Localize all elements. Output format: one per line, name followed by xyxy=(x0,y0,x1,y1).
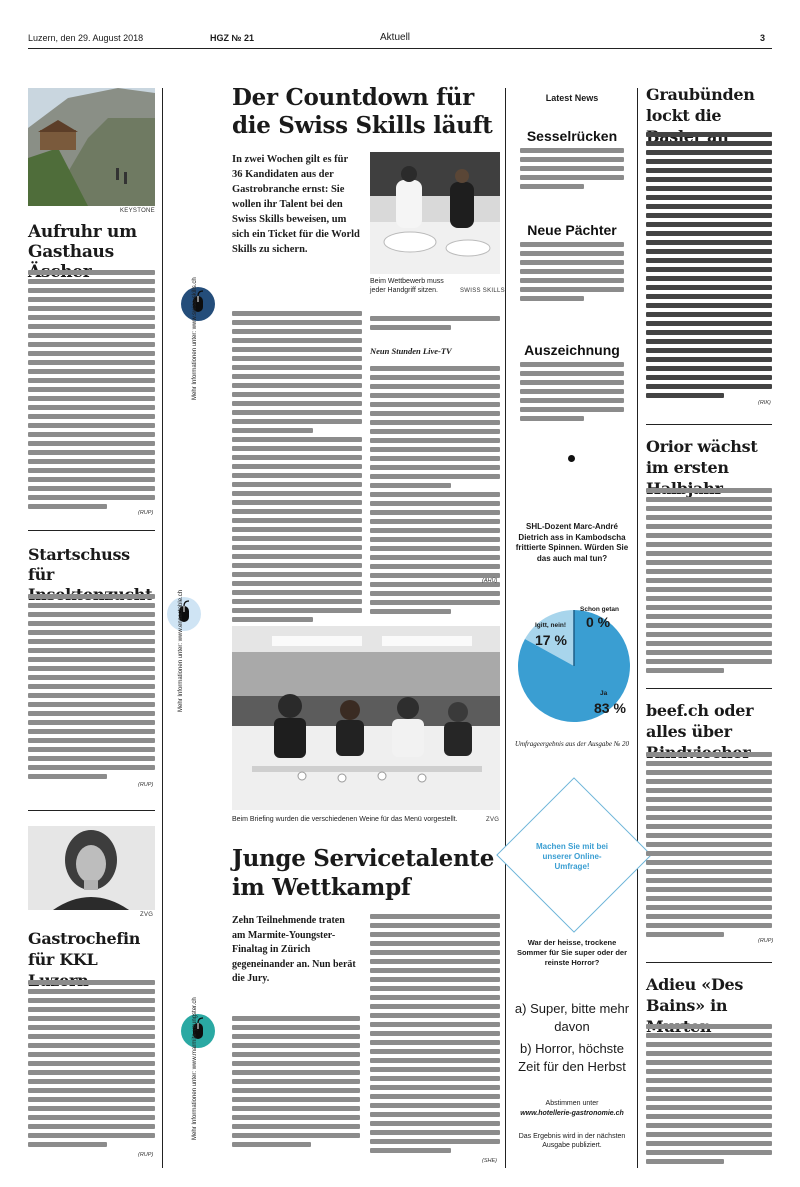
main-article-title: Der Countdown für die Swiss Skills läuft xyxy=(232,84,493,139)
briefing-photo-credit: ZVG xyxy=(486,817,500,823)
main-photo-competition xyxy=(370,152,500,274)
left-article2-title: Startschuss für xyxy=(28,545,130,584)
left-photo1-credit: KEYSTONE xyxy=(120,208,155,214)
right-article2-title: Orior wächst im ersten xyxy=(646,437,758,477)
briefing-photo xyxy=(232,626,500,810)
header-location-date: Luzern, den 29. August 2018 xyxy=(28,33,144,43)
info-url-marmite-youngster: Mehr Informationen unter: www.marmite-youngster.ch xyxy=(192,997,198,1140)
poll-option-b[interactable]: b) Horror, höchste Zeit für den Herbst xyxy=(518,1041,626,1074)
article2-col1-body xyxy=(232,1016,360,1151)
pie-label-ja: Ja xyxy=(600,690,608,697)
pie-label-schon-getan: Schon getan xyxy=(580,606,620,613)
pie-value-ja: 83 % xyxy=(594,700,626,716)
column-divider-right xyxy=(637,88,638,1168)
poll-next-question: War der heisse, trockene Sommer für Sie super oder der reinste Horror? xyxy=(516,938,628,967)
left-photo-portrait xyxy=(28,826,155,910)
computer-mouse-icon xyxy=(181,287,215,321)
left-article2-tag: (RUP) xyxy=(138,782,154,788)
right-article3-tag: (RUP) xyxy=(758,938,774,944)
main-article-tag: (AHÜ) xyxy=(482,578,498,584)
right-article1-tag: (RIK) xyxy=(758,400,771,406)
main-article-subhead: Neun Stunden Live-TV xyxy=(370,346,452,356)
page-number: 3 xyxy=(760,33,766,43)
main-photo1-caption: Beim Wettbewerb muss jeder Handgriff sitzen. xyxy=(370,278,444,294)
news-item-title-3: Auszeichnung xyxy=(524,342,620,358)
right-article4-body xyxy=(646,1024,772,1168)
right-article1-title: Graubünden lockt die xyxy=(646,85,755,125)
left-photo-mountain-inn xyxy=(28,88,155,206)
computer-mouse-icon xyxy=(181,1014,215,1048)
left-article1-title: Aufruhr um Gasthaus xyxy=(28,222,137,262)
news-item-body-2 xyxy=(520,242,624,305)
main-article-col2-body-top xyxy=(370,316,500,334)
article2-tag: (SHE) xyxy=(482,1158,497,1164)
info-url-swiss-skills: Mehr Informationen unter: www.swiss-skills.ch xyxy=(192,277,198,400)
news-item-body-1 xyxy=(520,148,624,193)
header-rule xyxy=(28,48,772,49)
latest-news-heading: Latest News xyxy=(545,93,599,103)
poll-question: SHL-Dozent Marc-André Dietrich ass in Kambodscha frittierte Spinnen. Würden Sie das auch mal tun? xyxy=(515,522,629,563)
article2-title: Junge Servicetalente im Wettkampf xyxy=(232,845,495,901)
news-item-body-3 xyxy=(520,362,624,425)
mouse-info-circle-2 xyxy=(167,597,201,631)
mouse-info-circle-1 xyxy=(181,287,215,321)
right-article3-title: beef.ch oder alles über xyxy=(646,701,754,741)
right-article3-body xyxy=(646,752,772,941)
poll-result-note: Das Ergebnis wird in der nächsten Ausgabe publiziert. xyxy=(518,1133,626,1149)
column-divider-left xyxy=(162,88,163,1168)
left-article3-title: Gastrochefin für KKL xyxy=(28,929,141,969)
info-url-ensectable: Mehr Informationen unter: www.ensectable.ch xyxy=(178,589,184,712)
online-poll-button[interactable]: Machen Sie mit bei unserer Online-Umfrage! xyxy=(535,842,609,871)
pie-value-schon-getan: 0 % xyxy=(586,614,611,630)
left-article2-body xyxy=(28,594,155,783)
left-article1-tag: (RUP) xyxy=(138,510,154,516)
computer-mouse-icon xyxy=(167,597,201,631)
briefing-photo-caption: Beim Briefing wurden die verschiedenen Weine für das Menü vorgestellt. xyxy=(232,816,458,823)
pie-value-igitt: 17 % xyxy=(535,632,567,648)
left-divider-1 xyxy=(28,530,155,531)
left-article3-body xyxy=(28,980,155,1151)
right-article4-title: Adieu «Des Bains» in xyxy=(646,975,744,1015)
main-article-col1-body xyxy=(232,311,362,626)
pie-label-igitt: Igitt, nein! xyxy=(535,622,567,629)
poll-source-note: Umfrageergebnis aus der Ausgabe № 20 xyxy=(514,740,630,748)
left-article1-body xyxy=(28,270,155,513)
poll-vote-url[interactable]: www.hotellerie-gastronomie.ch xyxy=(520,1110,624,1117)
news-item-title-1: Sesselrücken xyxy=(526,128,618,144)
page-header xyxy=(28,30,772,48)
main-article-lead: In zwei Wochen gilt es für 36 Kandidaten aus der Gastrobranche ernst: Sie wollen ihr Talent bei den Swiss Skills beweisen, um sich ein Ticket für die World Skills zu sichern. xyxy=(232,154,360,255)
poll-option-a[interactable]: a) Super, bitte mehr davon xyxy=(514,1001,630,1034)
main-photo1-credit: SWISS SKILLS xyxy=(460,288,505,294)
article2-col2-body xyxy=(370,914,500,1157)
right-divider-1 xyxy=(646,424,772,425)
article2-lead: Zehn Teilnehmende traten am Marmite-Youngster-Finaltag in Zürich gegeneinander an. Nun berät die Jury. xyxy=(232,915,356,984)
left-photo2-credit: ZVG xyxy=(140,912,154,918)
right-article1-body xyxy=(646,132,772,402)
news-separator-dot xyxy=(568,455,575,462)
left-article3-tag: (RUP) xyxy=(138,1152,154,1158)
mouse-info-circle-3 xyxy=(181,1014,215,1048)
news-item-title-2: Neue Pächter xyxy=(527,222,617,238)
column-divider-center xyxy=(505,88,506,1168)
poll-vote-text: Abstimmen unter xyxy=(545,1100,599,1107)
right-divider-3 xyxy=(646,962,772,963)
right-article2-body xyxy=(646,488,772,677)
header-section: Aktuell xyxy=(380,32,411,43)
left-divider-2 xyxy=(28,810,155,811)
main-article-col2-body xyxy=(370,366,500,618)
header-publication: HGZ № 21 xyxy=(210,33,255,43)
right-divider-2 xyxy=(646,688,772,689)
